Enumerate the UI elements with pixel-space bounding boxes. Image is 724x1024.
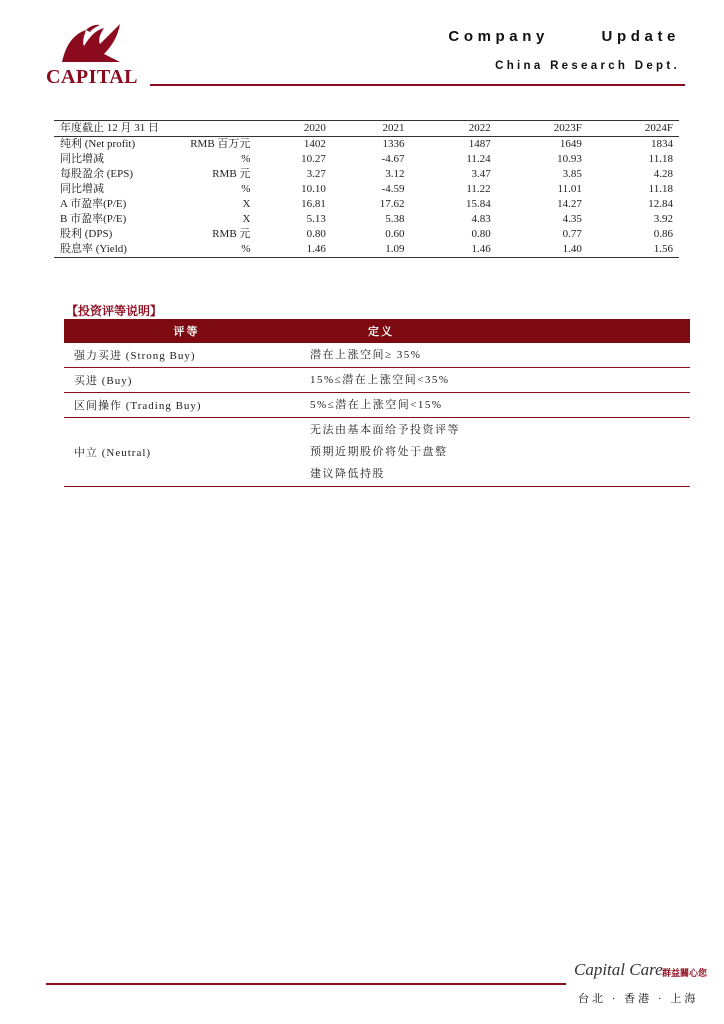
rating-definition-table [64, 319, 690, 487]
header-cell: 2023F [497, 121, 588, 137]
department-subtitle: China Research Dept. [495, 60, 680, 72]
table-row [54, 182, 679, 197]
header-cell: 年度截止 12 月 31 日 [54, 121, 189, 137]
eagle-logo-icon [60, 22, 140, 66]
table-cell: 1487 [468, 138, 491, 150]
table-cell: 11.18 [648, 153, 673, 165]
rating-definition [310, 343, 690, 368]
definition-line: 建议降低持股 [310, 468, 385, 480]
table-row [54, 227, 679, 242]
definition-line: 15%≤潜在上涨空间<35% [310, 374, 450, 386]
report-type-title: Company Update [448, 28, 680, 45]
rating-label: 买进 (Buy) [74, 375, 133, 387]
row-unit: X [242, 213, 251, 225]
rating-label: 中立 (Neutral) [74, 447, 152, 459]
rating-section-title: 【投资评等说明】 [66, 304, 163, 318]
table-cell: 11.22 [466, 183, 491, 195]
row-label: 同比增减 [60, 183, 104, 195]
rating-label: 区间操作 (Trading Buy) [74, 400, 202, 412]
table-row [54, 152, 679, 167]
table-cell: 1649 [559, 138, 582, 150]
table-cell: 3.92 [653, 213, 673, 225]
table-cell: 4.28 [653, 168, 673, 180]
footer-divider [46, 983, 566, 985]
footer-cities: 台北 · 香港 · 上海 [578, 993, 699, 1005]
table-cell: 1.46 [410, 242, 496, 258]
table-cell: 16.81 [301, 198, 326, 210]
header-cell: 2022 [410, 121, 496, 137]
header-cell [189, 121, 251, 137]
rating-row [64, 368, 690, 393]
row-label: 同比增减 [60, 153, 104, 165]
rating-row [64, 418, 690, 487]
rating-header-row [64, 319, 690, 343]
row-unit: RMB 元 [212, 228, 251, 240]
table-cell: 10.10 [301, 183, 326, 195]
table-cell: 4.35 [562, 213, 582, 225]
rating-name [64, 393, 310, 418]
definition-column-header: 定义 [310, 319, 690, 343]
definition-line: 潜在上涨空间≥ 35% [310, 349, 422, 361]
rating-definition [310, 368, 690, 393]
row-label: 纯利 (Net profit) [60, 138, 136, 150]
row-label: 股息率 (Yield) [54, 242, 189, 258]
definition-line: 无法由基本面给予投资评等 [310, 424, 460, 436]
company-logo [46, 22, 156, 86]
table-cell: 15.84 [465, 198, 491, 210]
table-cell: 1.56 [588, 242, 679, 258]
rating-definition [310, 418, 690, 487]
table-cell: 5.13 [306, 213, 326, 225]
definition-line: 预期近期股价将处于盘整 [310, 446, 448, 458]
table-cell: 0.77 [562, 228, 582, 240]
table-cell: 3.47 [471, 168, 491, 180]
table-cell: 3.85 [562, 168, 582, 180]
table-cell: 10.93 [557, 153, 582, 165]
table-cell: 3.12 [385, 168, 405, 180]
table-cell: 1336 [382, 138, 405, 150]
row-unit: X [242, 198, 251, 210]
header-divider [150, 84, 685, 86]
table-cell: -4.59 [381, 183, 405, 195]
row-unit: % [189, 242, 251, 258]
rating-definition [310, 393, 690, 418]
footer-brand: Capital Care [574, 960, 663, 979]
table-cell: 1.40 [497, 242, 588, 258]
row-unit: RMB 元 [212, 168, 251, 180]
definition-line: 5%≤潜在上涨空间<15% [310, 399, 443, 411]
rating-name [64, 368, 310, 393]
table-cell: 0.80 [471, 228, 491, 240]
table-cell: 11.01 [557, 183, 582, 195]
table-cell: 1.46 [250, 242, 331, 258]
table-cell: 4.83 [471, 213, 491, 225]
table-cell: 3.27 [306, 168, 326, 180]
table-cell: 1402 [303, 138, 326, 150]
table-row [54, 167, 679, 182]
table-cell: 11.18 [648, 183, 673, 195]
table-cell: 11.24 [466, 153, 491, 165]
table-cell: 0.86 [653, 228, 673, 240]
financial-summary-table [54, 120, 679, 258]
rating-label: 强力买进 (Strong Buy) [74, 350, 196, 362]
table-cell: -4.67 [381, 153, 405, 165]
row-unit: % [241, 153, 251, 165]
rating-name [64, 418, 310, 487]
row-label: B 市盈率(P/E) [60, 213, 127, 225]
row-unit: RMB 百万元 [190, 138, 251, 150]
header-cell: 2020 [250, 121, 331, 137]
row-unit: % [241, 183, 251, 195]
table-cell: 1834 [651, 138, 673, 150]
logo-text: CAPITAL [46, 66, 139, 88]
table-row [54, 212, 679, 227]
table-cell: 0.60 [385, 228, 405, 240]
table-cell: 12.84 [648, 198, 673, 210]
table-cell: 14.27 [557, 198, 582, 210]
table-row [54, 197, 679, 212]
table-cell: 17.62 [379, 198, 405, 210]
row-label: A 市盈率(P/E) [60, 198, 127, 210]
table-row [54, 137, 679, 153]
table-cell: 0.80 [306, 228, 326, 240]
row-label: 股利 (DPS) [60, 228, 113, 240]
table-cell: 10.27 [301, 153, 326, 165]
table-row [54, 242, 679, 258]
rating-column-header: 评等 [64, 319, 310, 343]
header-cell: 2024F [588, 121, 679, 137]
rating-row [64, 393, 690, 418]
footer-brand-cn: 群益關心您 [662, 968, 708, 978]
table-header-row [54, 121, 679, 137]
rating-name [64, 343, 310, 368]
header-cell: 2021 [332, 121, 411, 137]
row-label: 每股盈余 (EPS) [60, 168, 134, 180]
table-cell: 5.38 [385, 213, 405, 225]
table-cell: 1.09 [332, 242, 411, 258]
rating-row [64, 343, 690, 368]
